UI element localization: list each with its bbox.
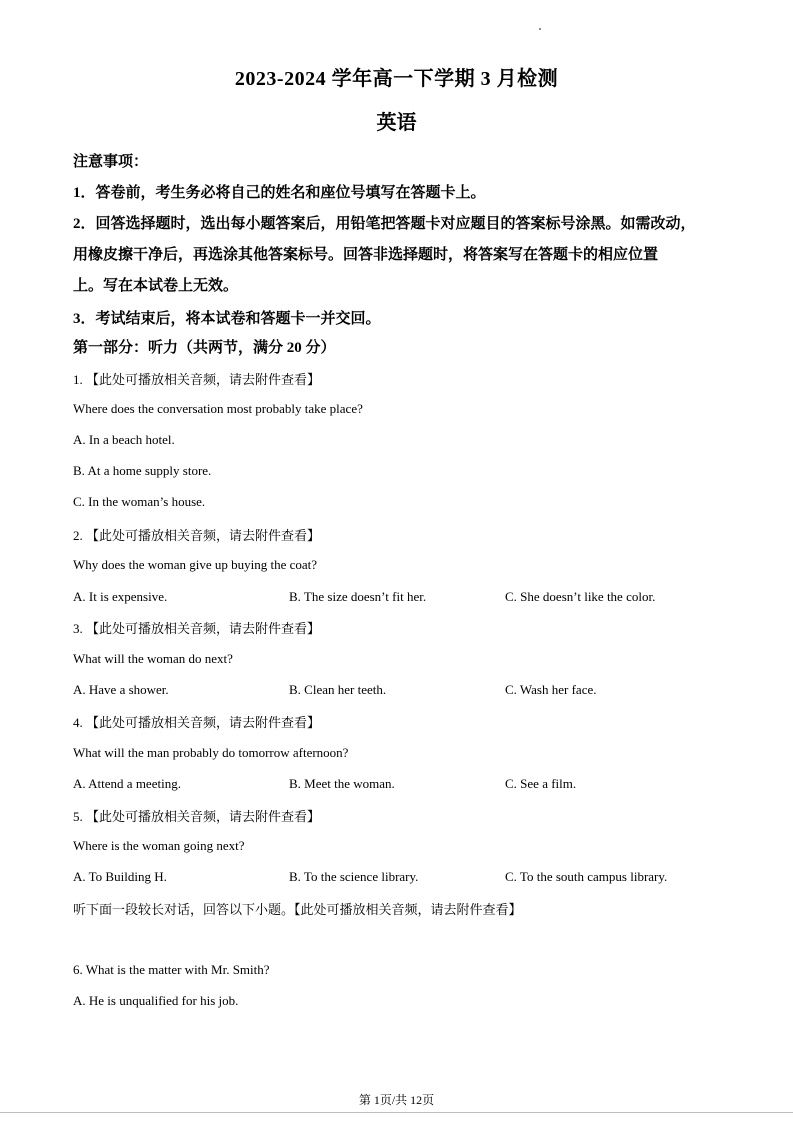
page-number: 第 1页/共 12页	[358, 1093, 435, 1107]
question-stem-q3: What will the woman do next?	[73, 651, 233, 666]
audio-link-q1[interactable]: 1. 【此处可播放相关音频，请去附件查看】	[73, 372, 321, 387]
option-q6-a: A. He is unqualified for his job.	[73, 993, 239, 1008]
question-stem-q2: Why does the woman give up buying the coat?	[73, 557, 318, 572]
option-q4-b: B. Meet the woman.	[289, 776, 395, 791]
option-q3-b: B. Clean her teeth.	[289, 682, 387, 697]
option-q1-c: C. In the woman’s house.	[73, 494, 206, 509]
question-stem-q6: 6. What is the matter with Mr. Smith?	[73, 962, 270, 977]
note-item-2-line-1: 2．回答选择题时，选出每小题答案后，用铅笔把答题卡对应题目的答案标号涂黑。如需改动，	[73, 216, 696, 232]
option-q4-a: A. Attend a meeting.	[73, 776, 181, 791]
option-q5-a: A. To Building H.	[73, 869, 167, 884]
note-item-3: 3．考试结束后，将本试卷和答题卡一并交回。	[73, 311, 381, 327]
question-stem-q5: Where is the woman going next?	[73, 838, 245, 853]
option-q2-a: A. It is expensive.	[73, 589, 168, 604]
option-q4-c: C. See a film.	[505, 776, 577, 791]
option-q2-c: C. She doesn’t like the color.	[505, 589, 656, 604]
page-title: 2023-2024 学年高一下学期 3 月检测	[234, 68, 559, 90]
scan-dot	[539, 28, 541, 30]
option-q3-a: A. Have a shower.	[73, 682, 169, 697]
audio-link-q3[interactable]: 3. 【此处可播放相关音频，请去附件查看】	[73, 621, 321, 636]
footer-divider	[0, 1112, 793, 1113]
audio-link-q5[interactable]: 5. 【此处可播放相关音频，请去附件查看】	[73, 809, 321, 824]
question-stem-q4: What will the man probably do tomorrow afternoon?	[73, 745, 349, 760]
audio-link-q4[interactable]: 4. 【此处可播放相关音频，请去附件查看】	[73, 715, 321, 730]
section-heading: 第一部分：听力（共两节，满分 20 分）	[73, 340, 336, 356]
option-q5-b: B. To the science library.	[289, 869, 419, 884]
subject-title: 英语	[376, 112, 417, 134]
note-item-2-line-2: 用橡皮擦干净后，再选涂其他答案标号。回答非选择题时，将答案写在答题卡的相应位置	[73, 247, 659, 263]
notes-heading: 注意事项：	[73, 154, 149, 170]
option-q2-b: B. The size doesn’t fit her.	[289, 589, 427, 604]
long-dialogue-instruction[interactable]: 听下面一段较长对话，回答以下小题。【此处可播放相关音频，请去附件查看】	[73, 902, 522, 917]
question-stem-q1: Where does the conversation most probably take place?	[73, 401, 363, 416]
option-q3-c: C. Wash her face.	[505, 682, 597, 697]
option-q1-a: A. In a beach hotel.	[73, 432, 175, 447]
option-q5-c: C. To the south campus library.	[505, 869, 668, 884]
note-item-1: 1．答卷前，考生务必将自己的姓名和座位号填写在答题卡上。	[73, 185, 486, 201]
note-item-2-line-3: 上。写在本试卷上无效。	[73, 278, 239, 294]
option-q1-b: B. At a home supply store.	[73, 463, 212, 478]
audio-link-q2[interactable]: 2. 【此处可播放相关音频，请去附件查看】	[73, 528, 321, 543]
